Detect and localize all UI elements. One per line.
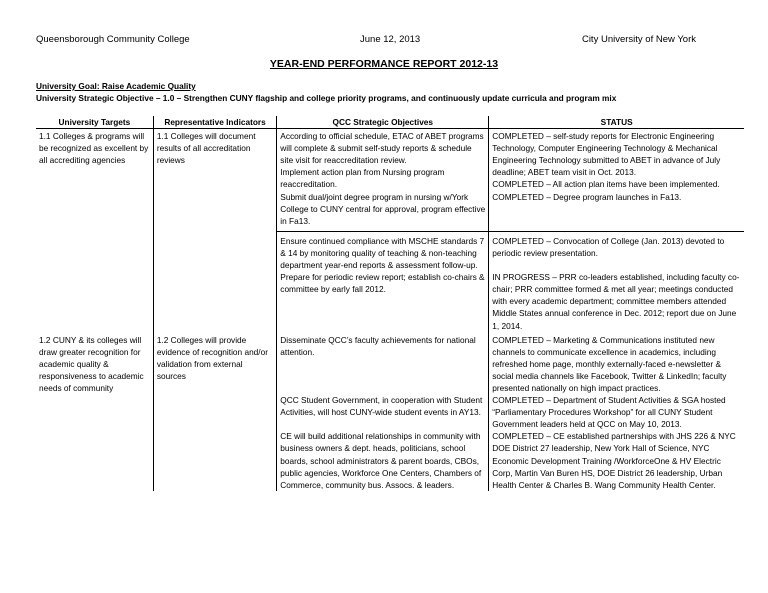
university-name: City University of New York	[581, 34, 696, 45]
objective-cell: Disseminate QCC’s faculty achievements for national attention.	[277, 332, 489, 394]
status-cell	[489, 129, 744, 191]
status-text: COMPLETED – All action plan items have been implemented.	[492, 179, 720, 190]
college-name: Queensborough Community College	[36, 34, 190, 45]
objective-cell: QCC Student Government, in cooperation with Student Activities, will host CUNY-wide student events in AY13.	[277, 394, 489, 430]
table-row	[36, 129, 744, 191]
objective-cell: Ensure continued compliance with MSCHE standards 7 & 14 by monitoring quality of teaching & non-teaching department year-end reports & assessment follow-up.	[277, 231, 489, 271]
objective-cell: CE will build additional relationships in community with business owners & dept. heads, politicians, school boards, school administrators & parent boards, CBOs, public agencies, Workforce One Centers, Chambers of Commerce, community bus. Assocs. & leaders.	[277, 430, 489, 490]
report-date: June 12, 2013	[360, 34, 421, 45]
column-header-indicators: Representative Indicators	[153, 116, 276, 129]
status-cell: COMPLETED – Department of Student Activities & SGA hosted “Parliamentary Procedures Workshop” for all CUNY Student Government leaders held at QCC on May 10, 2013.	[492, 395, 726, 430]
column-header-targets: University Targets	[36, 116, 153, 129]
objective-cell: Submit dual/joint degree program in nursing w/York College to CUNY central for approval, program effective in Fa13.	[277, 191, 489, 232]
page-header	[36, 34, 696, 48]
status-cell: COMPLETED – Marketing & Communications instituted new channels to communicate excellence in academics, including refreshed home page, monthly externally-faced e-newsletter & social media channels like Facebook, Twitter & LinkedIn; faculty presented nationally on high impact practices.	[492, 334, 727, 393]
status-text: COMPLETED – self-study reports for Electronic Engineering Technology, Computer Engineering Technology & Mechanical Engineering Technology submitted to ABET in advance of July deadline; ABET team visit in Oct. 2013.	[492, 131, 721, 178]
report-title: YEAR-END PERFORMANCE REPORT 2012-13	[269, 58, 499, 70]
indicator-1-2: 1.2 Colleges will provide evidence of recognition and/or validation from external sources	[153, 332, 276, 491]
target-1-2: 1.2 CUNY & its colleges will draw greater recognition for academic quality & responsiveness to academic needs of community	[36, 332, 153, 491]
status-cell: COMPLETED – CE established partnerships with JHS 226 & NYC DOE District 27 leadership, New York Hall of Science, NYC Economic Development Training /WorkforceOne & HV Electric Corp, Martin Van Buren HS, DOE District 26 leadership, Urban Health Center & Charles B. Wang Community Health Center.	[492, 431, 736, 490]
university-goal: University Goal: Raise Academic Quality	[36, 81, 196, 91]
status-cell: COMPLETED – Convocation of College (Jan. 2013) devoted to periodic review presentation.	[489, 231, 744, 271]
strategic-objective: University Strategic Objective – 1.0 – Strengthen CUNY flagship and college priority programs, and continuously update curricula and program mix	[36, 93, 617, 103]
performance-table	[36, 116, 744, 491]
column-header-status: STATUS	[489, 116, 744, 129]
column-header-objectives: QCC Strategic Objectives	[277, 116, 489, 129]
indicator-1-1: 1.1 Colleges will document results of all accreditation reviews	[153, 129, 276, 332]
target-1-1: 1.1 Colleges & programs will be recognized as excellent by all accrediting agencies	[36, 129, 153, 332]
status-cell: IN PROGRESS – PRR co-leaders established, including faculty co-chair; PRR committee formed & met all year; meetings conducted with every academic department; committee members attended Middle States annual conference in Dec. 2012; report due on June 1, 2014.	[492, 272, 740, 331]
table-row	[36, 332, 744, 394]
status-cell: COMPLETED – Degree program launches in Fa13.	[492, 191, 682, 202]
objective-text: Implement action plan from Nursing program reaccreditation.	[280, 167, 445, 190]
objective-text: According to official schedule, ETAC of ABET programs will complete & submit self-study reports & schedule site visit for reaccreditation review.	[280, 131, 484, 166]
table-header-row	[36, 116, 744, 129]
objective-cell	[277, 129, 489, 191]
objective-cell: Prepare for periodic review report; establish co-chairs & committee by early fall 2012.	[277, 271, 489, 331]
